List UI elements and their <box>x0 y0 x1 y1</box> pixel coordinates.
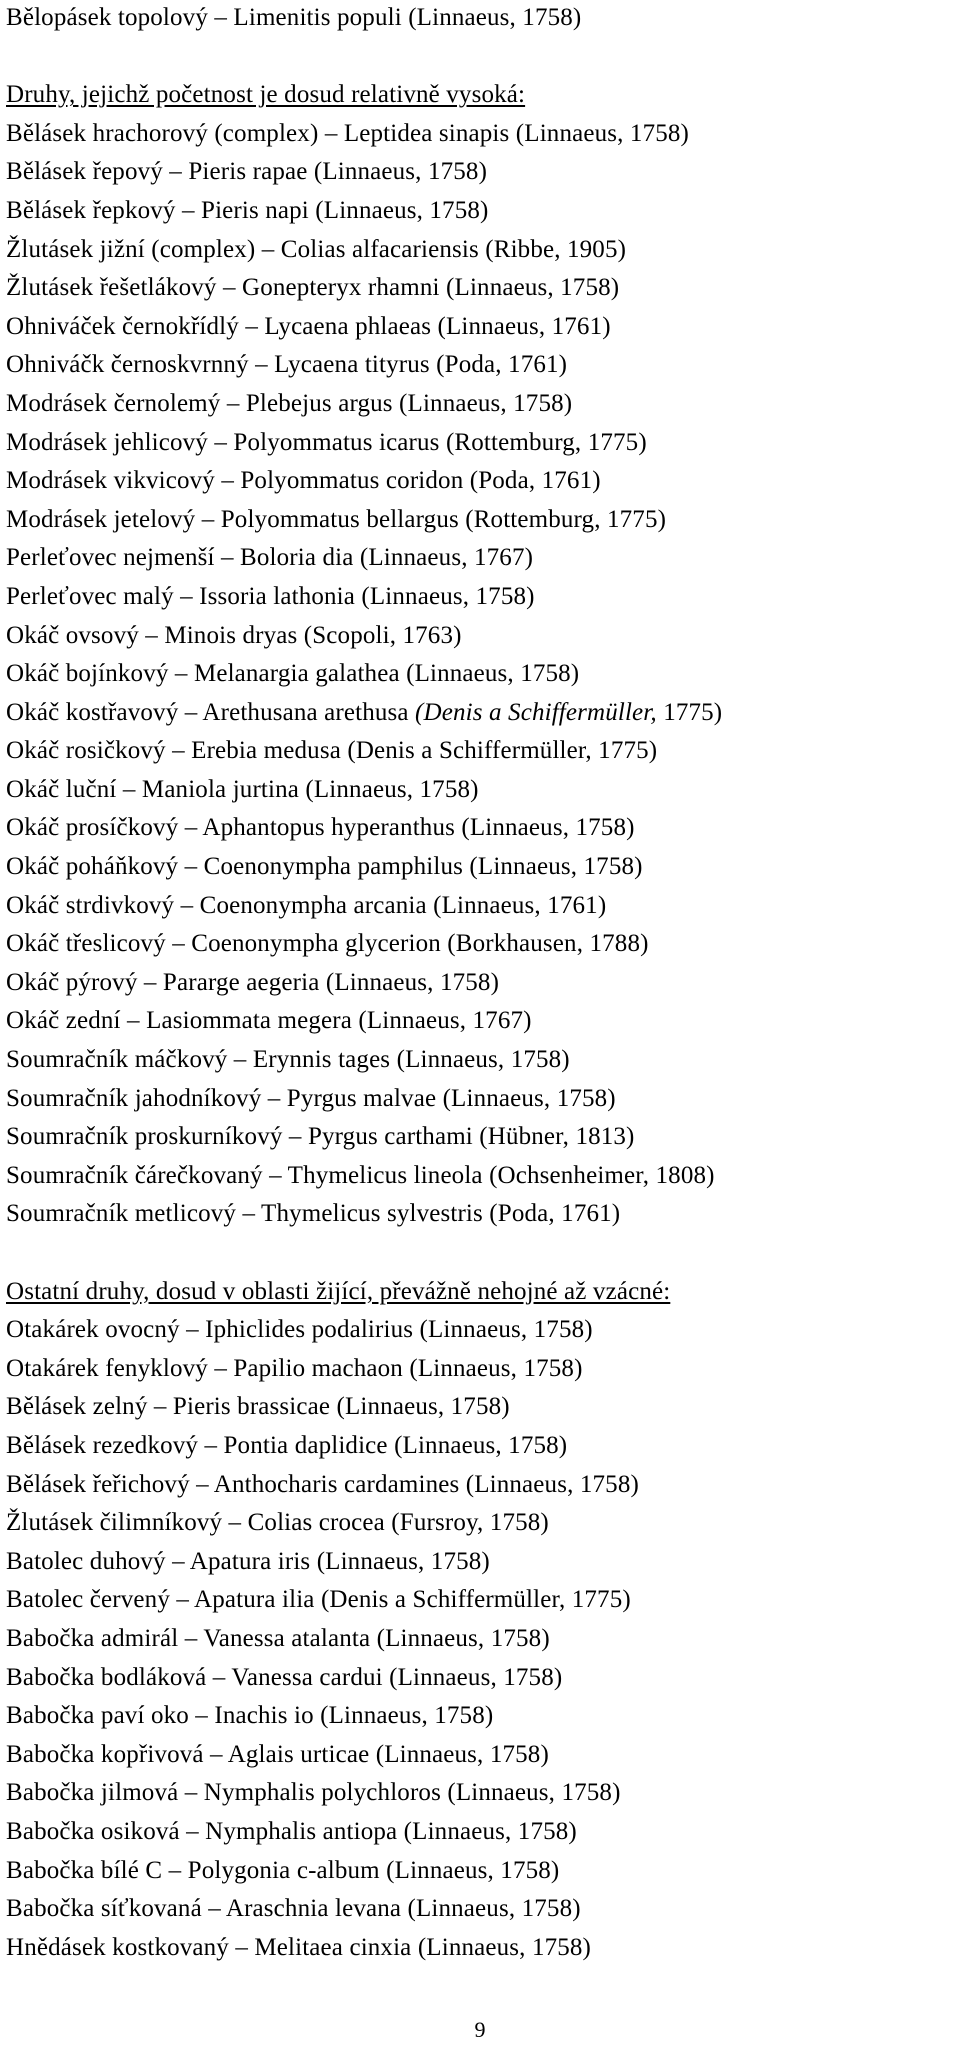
species-entry: Modrásek jehlicový – Polyommatus icarus (Rottemburg, 1775) <box>6 428 647 456</box>
species-entry: Soumračník metlicový – Thymelicus sylvestris (Poda, 1761) <box>6 1200 621 1228</box>
section-heading-common: Druhy, jejichž početnost je dosud relativně vysoká: <box>6 81 526 109</box>
species-entry: Bělásek zelný – Pieris brassicae (Linnaeus, 1758) <box>6 1393 510 1421</box>
italic-author-text: (Denis a Schiffermüller, <box>415 698 657 726</box>
paragraph-gap <box>0 38 960 77</box>
species-entry: Modrásek jetelový – Polyommatus bellargus (Rottemburg, 1775) <box>6 505 667 533</box>
page-number: 9 <box>474 2017 486 2042</box>
species-entry: Soumračník jahodníkový – Pyrgus malvae (Linnaeus, 1758) <box>6 1084 616 1112</box>
paragraph-gap <box>0 1234 960 1273</box>
species-entry: Hnědásek kostkovaný – Melitaea cinxia (Linnaeus, 1758) <box>6 1933 592 1961</box>
species-entry: Bělopásek topolový – Limenitis populi (Linnaeus, 1758) <box>6 4 582 31</box>
species-entry: Bělásek hrachorový (complex) – Leptidea sinapis (Linnaeus, 1758) <box>6 119 690 147</box>
species-entry: Babočka bílé C – Polygonia c-album (Linnaeus, 1758) <box>6 1856 560 1884</box>
species-entry: Babočka jilmová – Nymphalis polychloros (Linnaeus, 1758) <box>6 1779 621 1807</box>
species-entry: Bělásek rezedkový – Pontia daplidice (Linnaeus, 1758) <box>6 1431 568 1459</box>
species-entry: Žlutásek jižní (complex) – Colias alfacariensis (Ribbe, 1905) <box>6 235 627 263</box>
species-entry: Bělásek řepový – Pieris rapae (Linnaeus, 1758) <box>6 158 488 186</box>
species-entry: Otakárek ovocný – Iphiclides podalirius (Linnaeus, 1758) <box>6 1316 593 1344</box>
species-entry: Modrásek černolemý – Plebejus argus (Linnaeus, 1758) <box>6 389 573 417</box>
species-list-common-part-1 <box>0 115 960 694</box>
species-entry: Soumračník čárečkovaný – Thymelicus lineola (Ochsenheimer, 1808) <box>6 1161 715 1189</box>
species-entry: Bělásek řeřichový – Anthocharis cardamines (Linnaeus, 1758) <box>6 1470 639 1498</box>
species-entry: Ohniváčk černoskvrnný – Lycaena tityrus (Poda, 1761) <box>6 351 568 379</box>
section-heading-rare: Ostatní druhy, dosud v oblasti žijící, převážně nehojné až vzácné: <box>6 1277 671 1305</box>
species-entry-year: 1775) <box>656 698 723 726</box>
species-list-common-part-2 <box>0 732 960 1234</box>
species-entry: Okáč strdivkový – Coenonympha arcania (Linnaeus, 1761) <box>6 891 607 919</box>
species-entry: Otakárek fenyklový – Papilio machaon (Linnaeus, 1758) <box>6 1354 583 1382</box>
species-entry: Okáč bojínkový – Melanargia galathea (Linnaeus, 1758) <box>6 660 580 688</box>
species-entry: Okáč luční – Maniola jurtina (Linnaeus, 1758) <box>6 775 479 803</box>
species-entry: Babočka kopřivová – Aglais urticae (Linnaeus, 1758) <box>6 1740 549 1768</box>
species-entry: Okáč rosičkový – Erebia medusa (Denis a Schiffermüller, 1775) <box>6 737 658 765</box>
species-entry: Okáč prosíčkový – Aphantopus hyperanthus (Linnaeus, 1758) <box>6 814 635 842</box>
species-entry: Bělásek řepkový – Pieris napi (Linnaeus, 1758) <box>6 196 489 224</box>
species-entry: Babočka osiková – Nymphalis antiopa (Linnaeus, 1758) <box>6 1817 577 1845</box>
species-entry: Batolec duhový – Apatura iris (Linnaeus, 1758) <box>6 1547 490 1575</box>
species-entry: Okáč třeslicový – Coenonympha glycerion (Borkhausen, 1788) <box>6 930 649 958</box>
species-entry: Soumračník máčkový – Erynnis tages (Linnaeus, 1758) <box>6 1046 570 1074</box>
species-entry: Okáč ovsový – Minois dryas (Scopoli, 1763) <box>6 621 462 649</box>
species-entry: Batolec červený – Apatura ilia (Denis a Schiffermüller, 1775) <box>6 1586 631 1614</box>
species-list-rare <box>0 1311 960 1967</box>
species-entry: Okáč pýrový – Pararge aegeria (Linnaeus, 1758) <box>6 968 500 996</box>
species-entry: Okáč poháňkový – Coenonympha pamphilus (Linnaeus, 1758) <box>6 853 643 881</box>
species-entry: Ohniváček černokřídlý – Lycaena phlaeas (Linnaeus, 1761) <box>6 312 611 340</box>
species-entry: Babočka bodláková – Vanessa cardui (Linnaeus, 1758) <box>6 1663 563 1691</box>
species-entry: Babočka admirál – Vanessa atalanta (Linnaeus, 1758) <box>6 1624 550 1652</box>
species-entry: Modrásek vikvicový – Polyommatus coridon (Poda, 1761) <box>6 467 601 495</box>
species-entry: Perleťovec nejmenší – Boloria dia (Linnaeus, 1767) <box>6 544 534 572</box>
species-entry: Okáč zední – Lasiommata megera (Linnaeus, 1767) <box>6 1007 532 1035</box>
species-entry: Žlutásek řešetlákový – Gonepteryx rhamni (Linnaeus, 1758) <box>6 274 620 302</box>
species-entry-text: Okáč kostřavový – Arethusana arethusa <box>6 698 416 726</box>
species-entry: Soumračník proskurníkový – Pyrgus carthami (Hübner, 1813) <box>6 1123 635 1151</box>
species-entry: Babočka paví oko – Inachis io (Linnaeus, 1758) <box>6 1702 494 1730</box>
species-entry: Babočka síťkovaná – Araschnia levana (Linnaeus, 1758) <box>6 1895 581 1923</box>
species-entry: Žlutásek čilimníkový – Colias crocea (Fursroy, 1758) <box>6 1509 549 1537</box>
species-entry: Perleťovec malý – Issoria lathonia (Linnaeus, 1758) <box>6 582 535 610</box>
species-entry-italic-author <box>0 694 960 733</box>
